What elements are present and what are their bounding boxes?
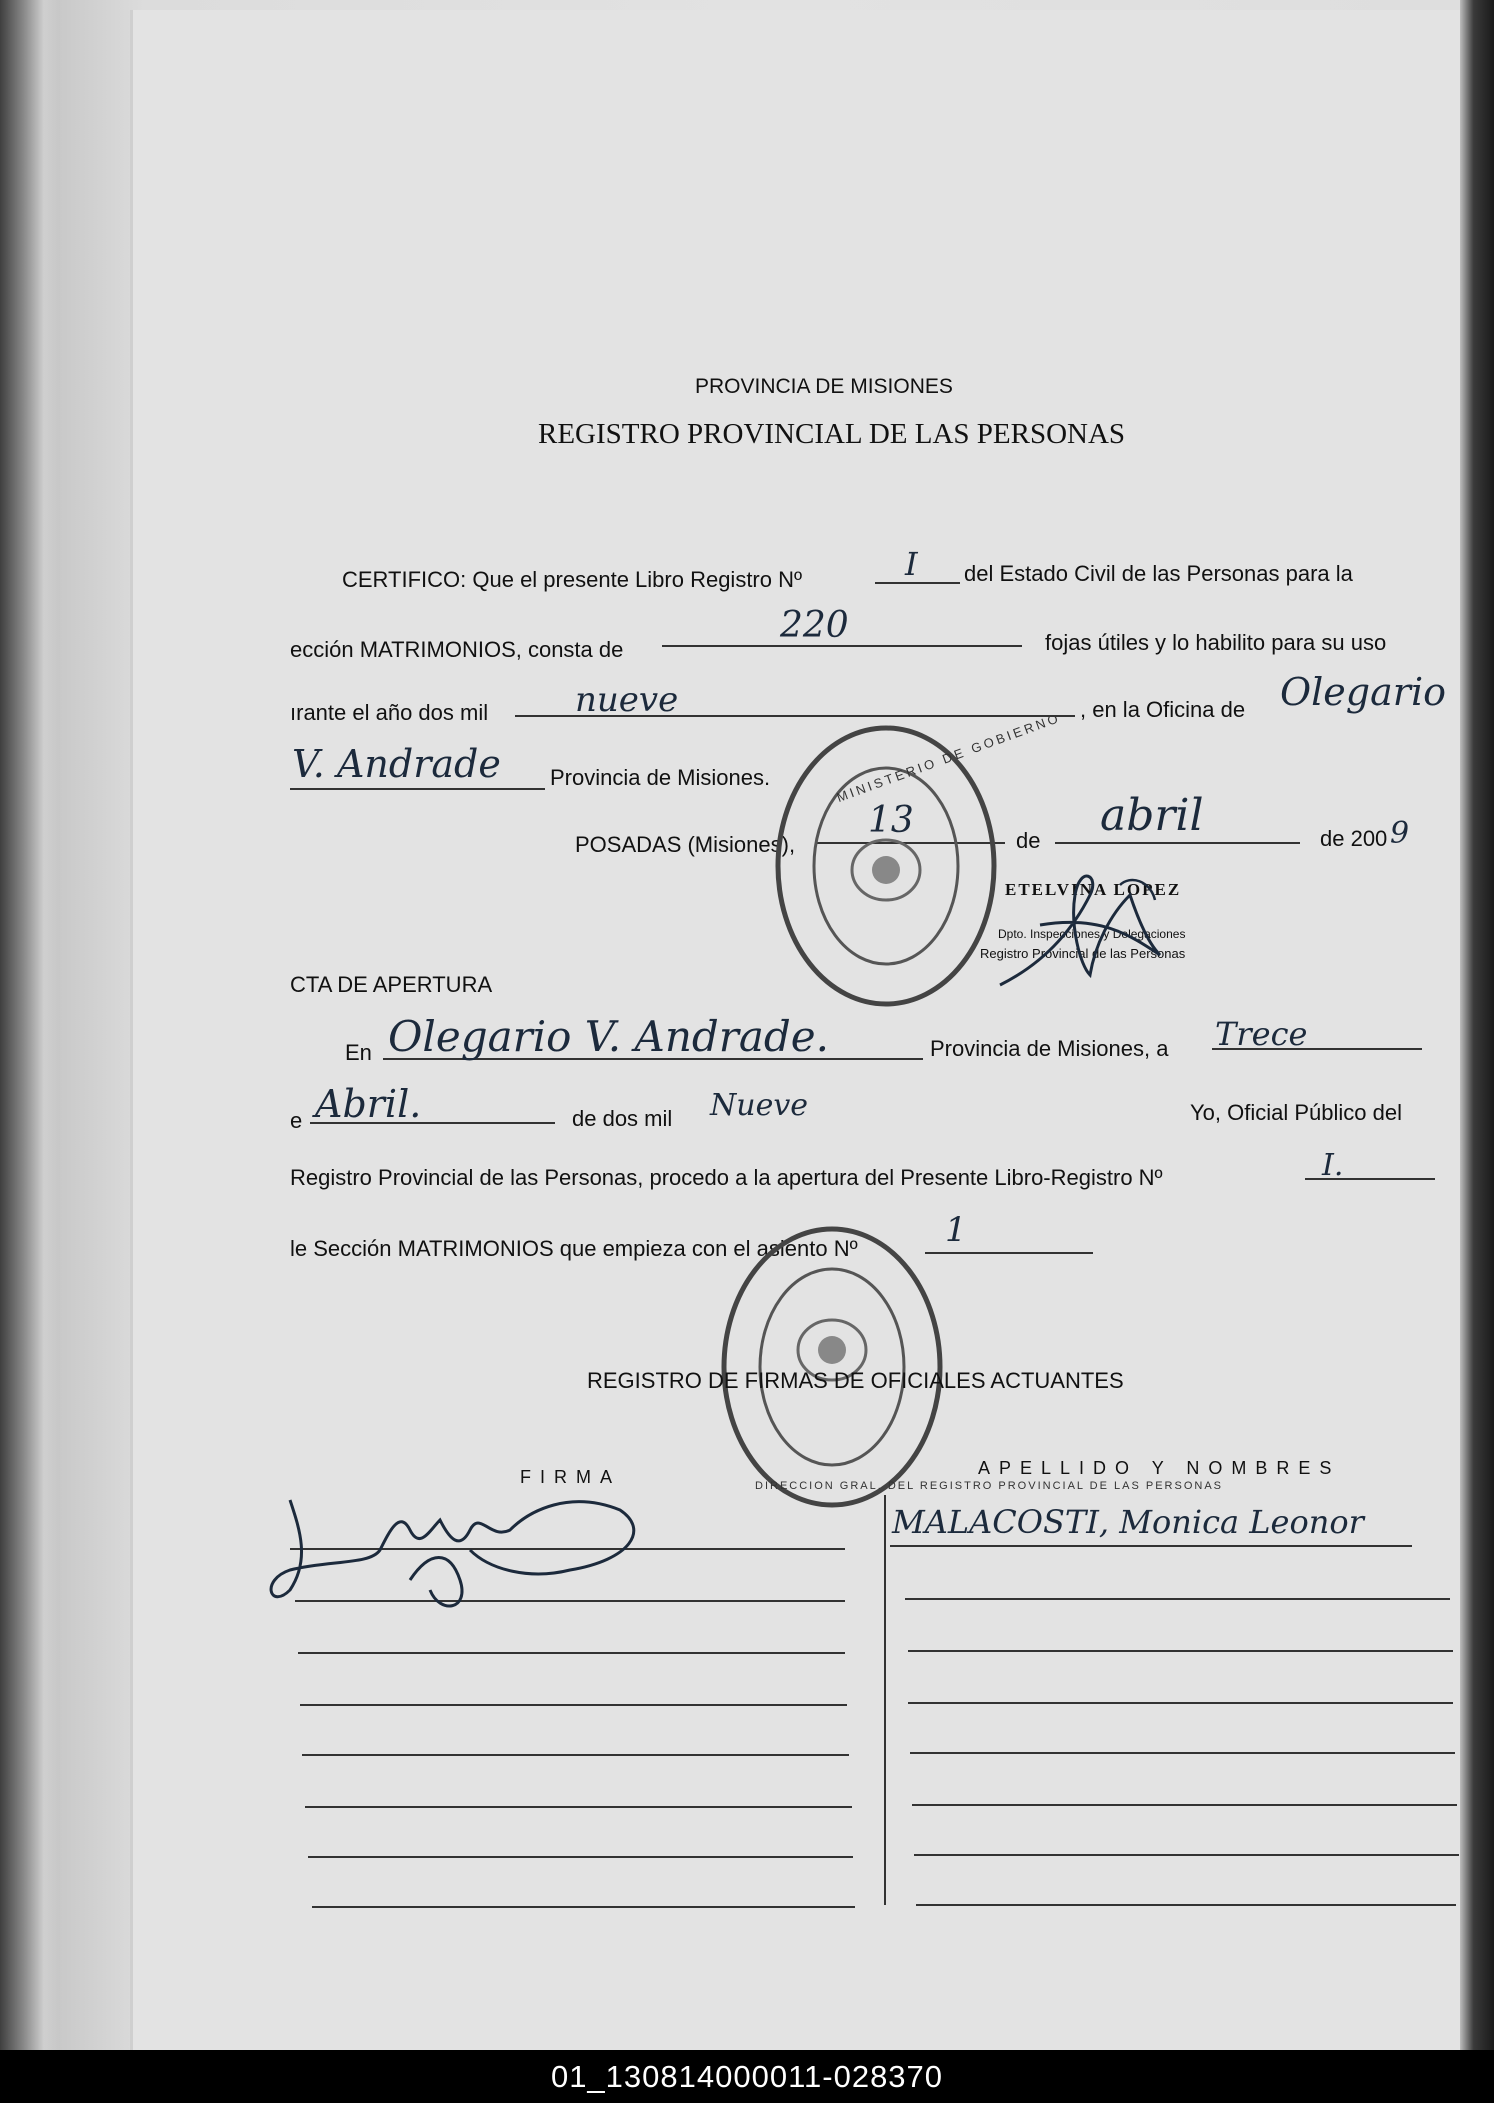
nombre-line [905, 1598, 1450, 1600]
cert-year-prefix: de 200 [1320, 826, 1388, 851]
apertura-month-handwritten: Abril. [315, 1082, 422, 1126]
seal-outer-text: DIRECCION GRAL. DEL REGISTRO PROVINCIAL DE LAS PERSONAS [755, 1480, 1223, 1492]
firma-line [300, 1704, 847, 1706]
nombre-line [912, 1804, 1457, 1806]
official-title-1: Dpto. Inspecciones y Delegaciones [998, 927, 1186, 941]
apertura-dos-mil: de dos mil [572, 1106, 673, 1131]
registry-heading: REGISTRO PROVINCIAL DE LAS PERSONAS [538, 418, 1126, 450]
seal-stamp-2-icon [718, 1222, 946, 1512]
cert-line3-prefix: ırante el año dos mil [290, 700, 489, 725]
province-heading: PROVINCIA DE MISIONES [695, 375, 953, 398]
cert-line4-suffix: Provincia de Misiones. [550, 765, 771, 790]
apertura-book-handwritten: I. [1322, 1148, 1344, 1183]
seal-inner-text: MINISTERIO DE GOBIERNO [834, 709, 1063, 806]
apertura-provincia: Provincia de Misiones, a [930, 1036, 1169, 1061]
month-handwritten: abril [1100, 790, 1204, 841]
apertura-day-handwritten: Trece [1215, 1015, 1308, 1053]
year-digit-handwritten: 9 [1390, 816, 1410, 851]
apertura-line3: Registro Provincial de las Personas, procedo a la apertura del Presente Libro-Registro Nº [290, 1165, 1163, 1190]
nombre-handwritten-1: MALACOSTI, Monica Leonor [892, 1503, 1364, 1541]
apertura-heading: CTA DE APERTURA [290, 972, 493, 997]
pages-handwritten: 220 [780, 605, 849, 646]
firma-line [298, 1652, 845, 1654]
official-title-2: Registro Provincial de las Personas [980, 946, 1186, 961]
firma-line [302, 1754, 849, 1756]
apertura-place-handwritten: Olegario V. Andrade. [388, 1012, 829, 1061]
cert-line1-prefix: CERTIFICO: Que el presente Libro Registro Nº [342, 567, 803, 592]
handwritten-signature-icon [250, 1470, 670, 1620]
apertura-year-handwritten: Nueve [710, 1088, 809, 1123]
firmas-column-divider [884, 1495, 886, 1905]
nombre-line [914, 1854, 1459, 1856]
apertura-e: e [290, 1108, 303, 1133]
apertura-yo: Yo, Oficial Público del [1190, 1100, 1402, 1125]
cert-line3-mid: , en la Oficina de [1080, 697, 1246, 722]
nombre-line [910, 1752, 1455, 1754]
apertura-en: En [345, 1040, 372, 1065]
firmas-heading: REGISTRO DE FIRMAS DE OFICIALES ACTUANTES [587, 1368, 1124, 1393]
book-number-handwritten: I [905, 545, 918, 583]
month-line [1055, 842, 1300, 844]
col-nombres: APELLIDO Y NOMBRES [978, 1458, 1341, 1478]
apertura-line4: le Sección MATRIMONIOS que empieza con el asiento Nº [290, 1236, 858, 1261]
firma-line [308, 1856, 853, 1858]
office-line [290, 788, 545, 790]
official-signature-icon [980, 855, 1210, 995]
cert-line1-suffix: del Estado Civil de las Personas para la [964, 561, 1353, 586]
scan-id-bar: 01_130814000011-028370 [0, 2050, 1494, 2103]
day-handwritten: 13 [868, 800, 914, 841]
firma-line [312, 1906, 855, 1908]
col-firma: FIRMA [520, 1467, 621, 1487]
nombre-line [916, 1904, 1456, 1906]
nombre-line [890, 1545, 1412, 1547]
year-handwritten: nueve [575, 680, 679, 720]
official-name-stamp: ETELVINA LOPEZ [1005, 880, 1182, 899]
page-right-edge [1460, 0, 1494, 2050]
cert-line2-suffix: fojas útiles y lo habilito para su uso [1045, 630, 1387, 655]
cert-line2-prefix: ección MATRIMONIOS, consta de [290, 637, 624, 662]
apertura-asiento-handwritten: 1 [945, 1210, 967, 1250]
nombre-line [908, 1702, 1453, 1704]
office-handwritten-2: V. Andrade [292, 742, 501, 786]
seal-stamp-icon [772, 722, 1000, 1010]
apertura-asiento-line [925, 1252, 1093, 1254]
firma-line [305, 1806, 852, 1808]
nombre-line [908, 1650, 1453, 1652]
cert-place: POSADAS (Misiones), [575, 832, 796, 857]
cert-de: de [1016, 828, 1041, 853]
office-handwritten-1: Olegario [1280, 670, 1446, 714]
